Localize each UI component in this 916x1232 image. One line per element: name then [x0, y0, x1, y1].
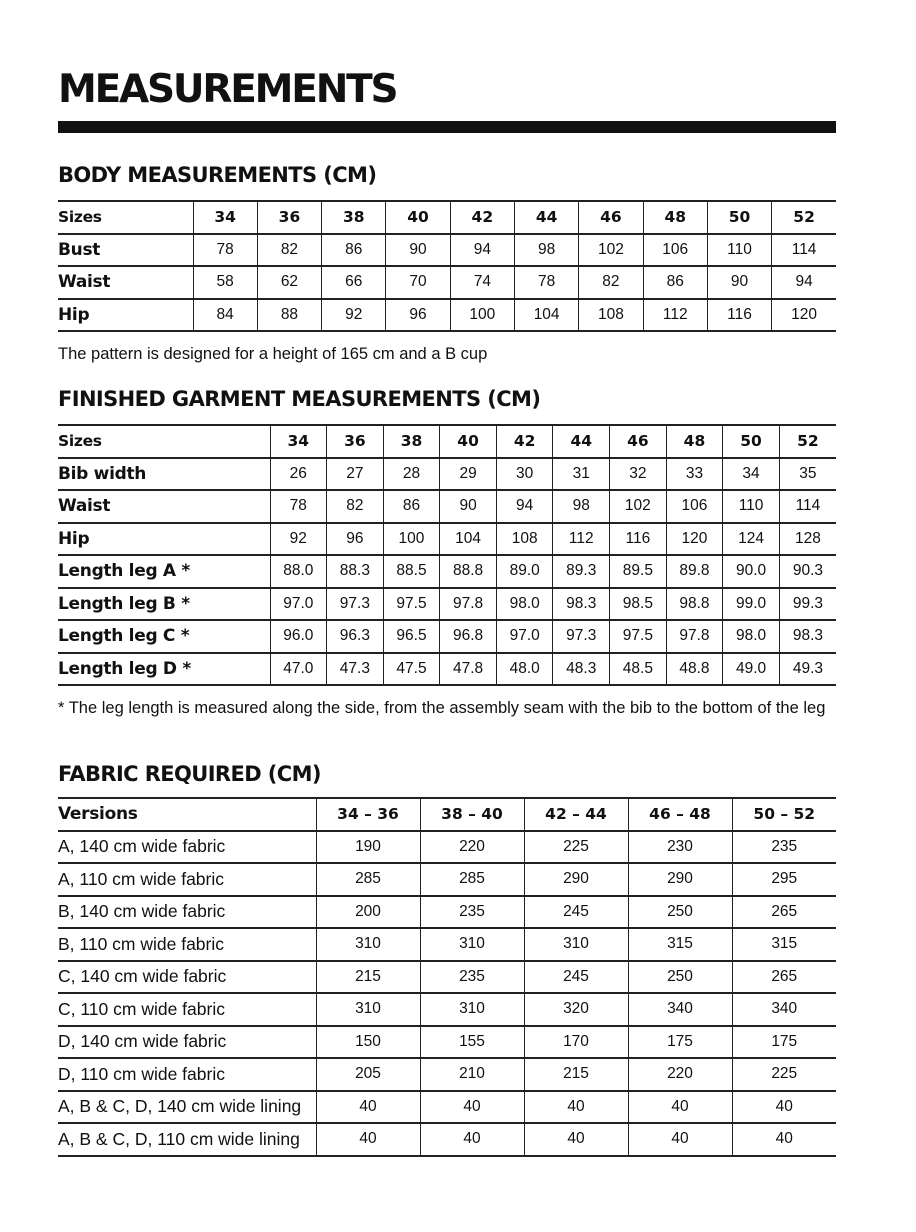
- table-cell: 114: [779, 490, 836, 523]
- table-cell: 104: [440, 523, 497, 556]
- table-cell: 40: [732, 1091, 836, 1124]
- table-cell: 200: [316, 896, 420, 929]
- header-cell: 44: [514, 201, 578, 234]
- row-label-cell: A, B & C, D, 110 cm wide lining: [58, 1123, 316, 1156]
- row-label-cell: C, 140 cm wide fabric: [58, 961, 316, 994]
- table-cell: 320: [524, 993, 628, 1026]
- table-cell: 210: [420, 1058, 524, 1091]
- table-cell: 235: [420, 961, 524, 994]
- header-cell: 48: [666, 425, 723, 458]
- table-cell: 40: [420, 1091, 524, 1124]
- table-cell: 78: [193, 234, 257, 267]
- table-cell: 47.8: [440, 653, 497, 686]
- table-cell: 310: [316, 993, 420, 1026]
- table-cell: 40: [524, 1123, 628, 1156]
- header-cell: 44: [553, 425, 610, 458]
- row-label-cell: Waist: [58, 266, 193, 299]
- header-cell: 38: [322, 201, 386, 234]
- table-cell: 27: [327, 458, 384, 491]
- table-cell: 175: [732, 1026, 836, 1059]
- table-cell: 99.0: [723, 588, 780, 621]
- table-cell: 47.3: [327, 653, 384, 686]
- row-label-cell: Bib width: [58, 458, 270, 491]
- table-cell: 265: [732, 896, 836, 929]
- header-cell: 52: [772, 201, 836, 234]
- table-cell: 40: [732, 1123, 836, 1156]
- header-cell: 34: [193, 201, 257, 234]
- table-cell: 40: [524, 1091, 628, 1124]
- table-cell: 285: [316, 863, 420, 896]
- fabric-required-table: [58, 797, 836, 1157]
- table-cell: 90: [386, 234, 450, 267]
- table-cell: 128: [779, 523, 836, 556]
- table-cell: 78: [270, 490, 327, 523]
- table-cell: 47.0: [270, 653, 327, 686]
- table-cell: 98.0: [723, 620, 780, 653]
- table-row: [58, 299, 836, 332]
- table-cell: 295: [732, 863, 836, 896]
- table-cell: 112: [643, 299, 707, 332]
- table-cell: 88.5: [383, 555, 440, 588]
- table-cell: 310: [420, 993, 524, 1026]
- table-cell: 98: [553, 490, 610, 523]
- table-row: [58, 896, 836, 929]
- row-label-cell: Length leg C *: [58, 620, 270, 653]
- table-cell: 245: [524, 961, 628, 994]
- table-cell: 86: [322, 234, 386, 267]
- table-cell: 92: [270, 523, 327, 556]
- header-cell: 36: [327, 425, 384, 458]
- header-cell: 42: [450, 201, 514, 234]
- table-cell: 99.3: [779, 588, 836, 621]
- table-cell: 89.3: [553, 555, 610, 588]
- table-cell: 97.0: [270, 588, 327, 621]
- row-label-cell: Bust: [58, 234, 193, 267]
- header-label-cell: Sizes: [58, 425, 270, 458]
- table-cell: 40: [420, 1123, 524, 1156]
- table-header-row: [58, 425, 836, 458]
- table-cell: 310: [524, 928, 628, 961]
- table-cell: 112: [553, 523, 610, 556]
- table-cell: 220: [420, 831, 524, 864]
- header-cell: 36: [257, 201, 321, 234]
- row-label-cell: D, 110 cm wide fabric: [58, 1058, 316, 1091]
- table-cell: 94: [450, 234, 514, 267]
- table-cell: 155: [420, 1026, 524, 1059]
- table-cell: 110: [723, 490, 780, 523]
- table-row: [58, 234, 836, 267]
- table-cell: 100: [383, 523, 440, 556]
- table-cell: 96.0: [270, 620, 327, 653]
- header-label-cell: Sizes: [58, 201, 193, 234]
- table-cell: 88.8: [440, 555, 497, 588]
- table-cell: 70: [386, 266, 450, 299]
- table-cell: 98.5: [610, 588, 667, 621]
- page-title: MEASUREMENTS: [58, 67, 397, 112]
- header-cell: 34 – 36: [316, 798, 420, 831]
- table-row: [58, 1058, 836, 1091]
- table-cell: 225: [524, 831, 628, 864]
- table-cell: 66: [322, 266, 386, 299]
- table-cell: 290: [628, 863, 732, 896]
- table-cell: 97.5: [610, 620, 667, 653]
- body-measurements-heading: BODY MEASUREMENTS (CM): [58, 163, 377, 187]
- table-cell: 97.8: [440, 588, 497, 621]
- header-cell: 40: [386, 201, 450, 234]
- table-cell: 108: [496, 523, 553, 556]
- table-cell: 97.0: [496, 620, 553, 653]
- table-cell: 82: [257, 234, 321, 267]
- table-cell: 28: [383, 458, 440, 491]
- table-cell: 116: [707, 299, 771, 332]
- table-row: [58, 458, 836, 491]
- row-label-cell: Length leg D *: [58, 653, 270, 686]
- table-cell: 40: [628, 1123, 732, 1156]
- table-cell: 116: [610, 523, 667, 556]
- table-cell: 96.8: [440, 620, 497, 653]
- header-cell: 46 – 48: [628, 798, 732, 831]
- table-cell: 31: [553, 458, 610, 491]
- table-cell: 265: [732, 961, 836, 994]
- table-row: [58, 588, 836, 621]
- table-cell: 175: [628, 1026, 732, 1059]
- table-cell: 90: [707, 266, 771, 299]
- table-cell: 290: [524, 863, 628, 896]
- table-cell: 98.3: [779, 620, 836, 653]
- table-row: [58, 1123, 836, 1156]
- table-cell: 98.8: [666, 588, 723, 621]
- table-cell: 94: [496, 490, 553, 523]
- table-row: [58, 831, 836, 864]
- row-label-cell: Length leg B *: [58, 588, 270, 621]
- row-label-cell: D, 140 cm wide fabric: [58, 1026, 316, 1059]
- table-cell: 29: [440, 458, 497, 491]
- table-row: [58, 620, 836, 653]
- table-cell: 250: [628, 961, 732, 994]
- body-measurements-table: [58, 200, 836, 332]
- table-cell: 215: [524, 1058, 628, 1091]
- table-header-row: [58, 201, 836, 234]
- table-cell: 310: [316, 928, 420, 961]
- row-label-cell: Length leg A *: [58, 555, 270, 588]
- table-row: [58, 1091, 836, 1124]
- table-cell: 86: [643, 266, 707, 299]
- table-cell: 90.3: [779, 555, 836, 588]
- row-label-cell: B, 140 cm wide fabric: [58, 896, 316, 929]
- header-cell: 46: [579, 201, 643, 234]
- table-cell: 32: [610, 458, 667, 491]
- table-row: [58, 928, 836, 961]
- table-cell: 89.8: [666, 555, 723, 588]
- header-cell: 40: [440, 425, 497, 458]
- table-row: [58, 863, 836, 896]
- table-row: [58, 266, 836, 299]
- table-cell: 33: [666, 458, 723, 491]
- row-label-cell: Hip: [58, 299, 193, 332]
- table-cell: 245: [524, 896, 628, 929]
- table-cell: 220: [628, 1058, 732, 1091]
- table-cell: 108: [579, 299, 643, 332]
- header-cell: 50: [707, 201, 771, 234]
- table-cell: 120: [666, 523, 723, 556]
- table-cell: 285: [420, 863, 524, 896]
- body-measurements-note: The pattern is designed for a height of 165 cm and a B cup: [58, 345, 488, 363]
- table-cell: 170: [524, 1026, 628, 1059]
- table-header-row: [58, 798, 836, 831]
- header-cell: 52: [779, 425, 836, 458]
- row-label-cell: Waist: [58, 490, 270, 523]
- table-cell: 340: [732, 993, 836, 1026]
- table-cell: 48.5: [610, 653, 667, 686]
- table-cell: 97.8: [666, 620, 723, 653]
- table-cell: 96: [386, 299, 450, 332]
- table-cell: 96.5: [383, 620, 440, 653]
- table-cell: 97.3: [327, 588, 384, 621]
- table-cell: 215: [316, 961, 420, 994]
- table-cell: 48.8: [666, 653, 723, 686]
- table-cell: 110: [707, 234, 771, 267]
- table-cell: 114: [772, 234, 836, 267]
- garment-measurements-note: * The leg length is measured along the side, from the assembly seam with the bib to the bottom of the leg: [58, 699, 826, 717]
- table-cell: 104: [514, 299, 578, 332]
- table-cell: 48.3: [553, 653, 610, 686]
- table-cell: 98.3: [553, 588, 610, 621]
- table-cell: 89.0: [496, 555, 553, 588]
- table-cell: 315: [628, 928, 732, 961]
- row-label-cell: A, B & C, D, 140 cm wide lining: [58, 1091, 316, 1124]
- header-cell: 48: [643, 201, 707, 234]
- table-cell: 235: [420, 896, 524, 929]
- table-cell: 230: [628, 831, 732, 864]
- header-cell: 38: [383, 425, 440, 458]
- garment-measurements-heading: FINISHED GARMENT MEASUREMENTS (CM): [58, 387, 541, 411]
- table-cell: 190: [316, 831, 420, 864]
- table-row: [58, 1026, 836, 1059]
- table-cell: 96.3: [327, 620, 384, 653]
- table-cell: 89.5: [610, 555, 667, 588]
- table-cell: 62: [257, 266, 321, 299]
- table-cell: 82: [579, 266, 643, 299]
- table-cell: 150: [316, 1026, 420, 1059]
- table-cell: 120: [772, 299, 836, 332]
- table-cell: 84: [193, 299, 257, 332]
- table-cell: 58: [193, 266, 257, 299]
- table-cell: 102: [579, 234, 643, 267]
- table-cell: 235: [732, 831, 836, 864]
- table-cell: 250: [628, 896, 732, 929]
- table-row: [58, 523, 836, 556]
- header-cell: 50: [723, 425, 780, 458]
- header-cell: 46: [610, 425, 667, 458]
- row-label-cell: B, 110 cm wide fabric: [58, 928, 316, 961]
- row-label-cell: A, 140 cm wide fabric: [58, 831, 316, 864]
- table-row: [58, 490, 836, 523]
- table-cell: 40: [316, 1091, 420, 1124]
- table-row: [58, 653, 836, 686]
- row-label-cell: C, 110 cm wide fabric: [58, 993, 316, 1026]
- row-label-cell: A, 110 cm wide fabric: [58, 863, 316, 896]
- table-cell: 26: [270, 458, 327, 491]
- table-cell: 74: [450, 266, 514, 299]
- table-row: [58, 993, 836, 1026]
- title-rule: [58, 121, 836, 133]
- table-cell: 315: [732, 928, 836, 961]
- garment-measurements-table: [58, 424, 836, 686]
- table-cell: 78: [514, 266, 578, 299]
- header-cell: 38 – 40: [420, 798, 524, 831]
- table-cell: 40: [316, 1123, 420, 1156]
- table-cell: 86: [383, 490, 440, 523]
- header-cell: 34: [270, 425, 327, 458]
- table-cell: 97.5: [383, 588, 440, 621]
- table-cell: 124: [723, 523, 780, 556]
- table-cell: 97.3: [553, 620, 610, 653]
- table-cell: 96: [327, 523, 384, 556]
- table-cell: 82: [327, 490, 384, 523]
- header-cell: 42 – 44: [524, 798, 628, 831]
- table-cell: 34: [723, 458, 780, 491]
- table-cell: 94: [772, 266, 836, 299]
- header-cell: 42: [496, 425, 553, 458]
- table-cell: 106: [666, 490, 723, 523]
- table-cell: 47.5: [383, 653, 440, 686]
- table-row: [58, 555, 836, 588]
- header-cell: 50 – 52: [732, 798, 836, 831]
- table-cell: 98: [514, 234, 578, 267]
- table-cell: 90: [440, 490, 497, 523]
- table-cell: 100: [450, 299, 514, 332]
- table-cell: 310: [420, 928, 524, 961]
- table-cell: 225: [732, 1058, 836, 1091]
- fabric-required-heading: FABRIC REQUIRED (CM): [58, 762, 321, 786]
- table-cell: 40: [628, 1091, 732, 1124]
- header-label-cell: Versions: [58, 798, 316, 831]
- table-cell: 102: [610, 490, 667, 523]
- row-label-cell: Hip: [58, 523, 270, 556]
- table-cell: 98.0: [496, 588, 553, 621]
- table-cell: 106: [643, 234, 707, 267]
- table-row: [58, 961, 836, 994]
- table-cell: 35: [779, 458, 836, 491]
- table-cell: 88: [257, 299, 321, 332]
- table-cell: 88.3: [327, 555, 384, 588]
- table-cell: 49.0: [723, 653, 780, 686]
- table-cell: 90.0: [723, 555, 780, 588]
- table-cell: 92: [322, 299, 386, 332]
- table-cell: 88.0: [270, 555, 327, 588]
- table-cell: 205: [316, 1058, 420, 1091]
- table-cell: 30: [496, 458, 553, 491]
- table-cell: 48.0: [496, 653, 553, 686]
- table-cell: 340: [628, 993, 732, 1026]
- table-cell: 49.3: [779, 653, 836, 686]
